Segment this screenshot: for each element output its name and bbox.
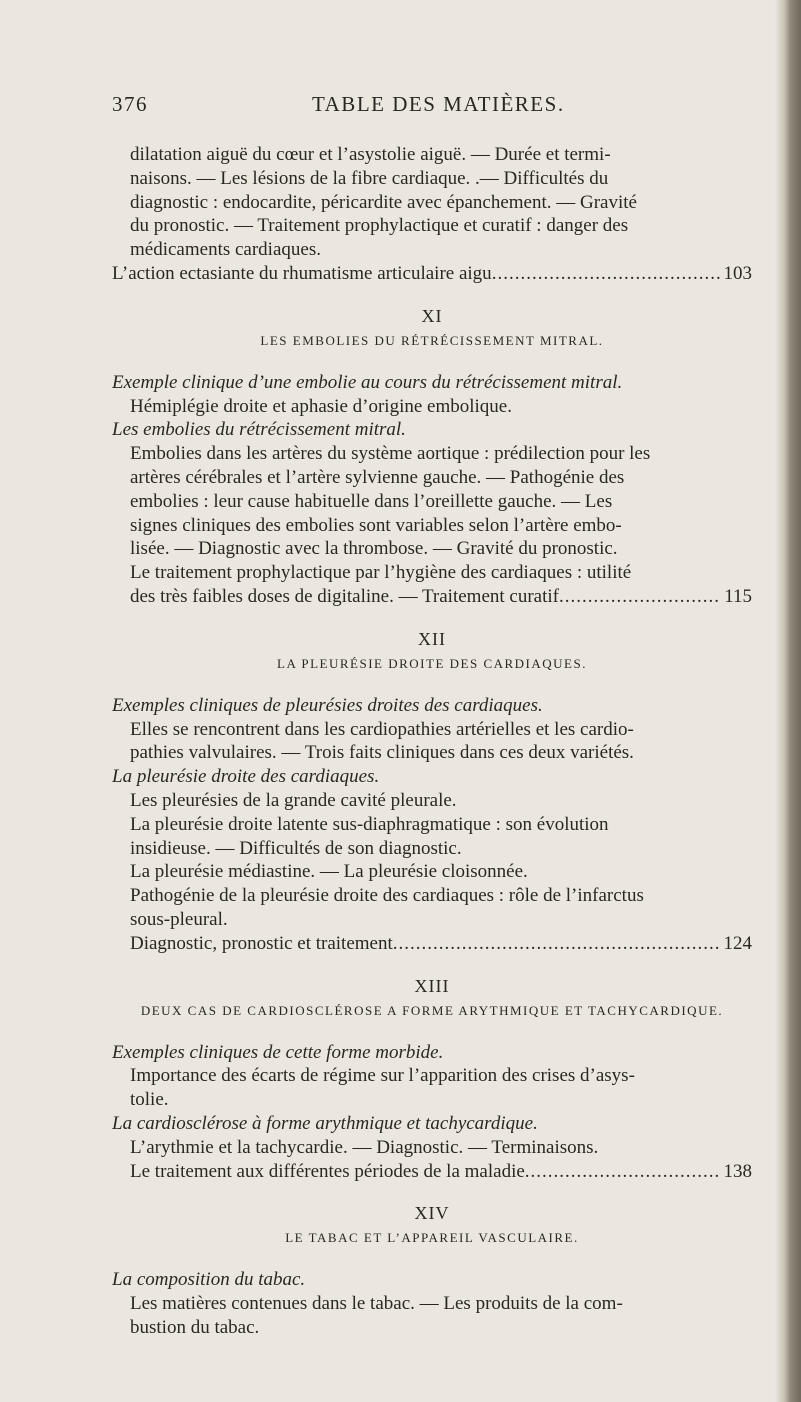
- running-title: TABLE DES MATIÈRES.: [312, 92, 565, 116]
- section-heading: Exemples cliniques de cette forme morbide.: [112, 1041, 444, 1063]
- toc-page-number: 124: [723, 932, 752, 954]
- leader-dots: [559, 585, 720, 609]
- text-line: artères cérébrales et l’artère sylvienne gauche. — Pathogénie des: [130, 466, 625, 488]
- text-line: signes cliniques des embolies sont variables selon l’artère embo-: [130, 514, 622, 536]
- leader-dots: [492, 262, 720, 286]
- text-line: La pleurésie médiastine. — La pleurésie cloisonnée.: [130, 861, 528, 883]
- leader-dots: [525, 1160, 720, 1184]
- text-line: du pronostic. — Traitement prophylactique et curatif : danger des: [130, 215, 629, 237]
- chapter-title: LA PLEURÉSIE DROITE DES CARDIAQUES.: [277, 655, 587, 671]
- chapter-title: DEUX CAS DE CARDIOSCLÉROSE A FORME ARYTHMIQUE ET TACHYCARDIQUE.: [140, 1002, 724, 1018]
- text-line: Embolies dans les artères du système aortique : prédilection pour les: [130, 443, 651, 465]
- text-line: lisée. — Diagnostic avec la thrombose. — Gravité du pronostic.: [130, 538, 618, 560]
- running-header: [112, 92, 752, 122]
- toc-entry-text: L’action ectasiante du rhumatisme articulaire aigu: [112, 262, 492, 284]
- page-edge-shadow: [775, 0, 801, 1402]
- text-line: Les matières contenues dans le tabac. — Les produits de la com-: [130, 1293, 623, 1315]
- toc-page-number: 138: [723, 1160, 752, 1182]
- toc-content: [112, 143, 752, 1340]
- toc-entry: [112, 932, 752, 956]
- text-line: Elles se rencontrent dans les cardiopathies artérielles et les cardio-: [130, 718, 634, 740]
- section-heading: Les embolies du rétrécissement mitral.: [112, 419, 406, 441]
- toc-entry-text: des très faibles doses de digitaline. — Traitement curatif: [130, 585, 559, 607]
- section-heading: Exemple clinique d’une embolie au cours du rétrécissement mitral.: [112, 371, 623, 393]
- text-line: insidieuse. — Difficultés de son diagnostic.: [130, 837, 462, 859]
- section-heading: La composition du tabac.: [112, 1269, 306, 1291]
- toc-entry-text: Diagnostic, pronostic et traitement: [130, 932, 393, 954]
- leader-dots: [393, 932, 720, 956]
- text-line: Importance des écarts de régime sur l’apparition des crises d’asys-: [130, 1065, 635, 1087]
- toc-entry: [112, 585, 752, 609]
- text-line: médicaments cardiaques.: [130, 239, 321, 261]
- section-heading: Exemples cliniques de pleurésies droites des cardiaques.: [112, 694, 543, 716]
- chapter-numeral: XIV: [414, 1203, 450, 1224]
- section-heading: La cardiosclérose à forme arythmique et tachycardique.: [112, 1112, 538, 1134]
- page-number: 376: [112, 92, 148, 116]
- section-heading: La pleurésie droite des cardiaques.: [112, 766, 380, 788]
- toc-entry: [112, 262, 752, 286]
- text-line: Pathogénie de la pleurésie droite des cardiaques : rôle de l’infarctus: [130, 885, 644, 907]
- text-line: tolie.: [130, 1089, 169, 1111]
- toc-entry: [112, 1160, 752, 1184]
- toc-page-number: 115: [724, 585, 752, 607]
- text-line: Le traitement prophylactique par l’hygiène des cardiaques : utilité: [130, 562, 632, 584]
- text-line: pathies valvulaires. — Trois faits cliniques dans ces deux variétés.: [130, 742, 634, 764]
- text-line: sous-pleural.: [130, 908, 228, 930]
- text-line: dilatation aiguë du cœur et l’asystolie aiguë. — Durée et termi-: [130, 144, 611, 165]
- text-line: Hémiplégie droite et aphasie d’origine embolique.: [130, 395, 512, 417]
- text-line: diagnostic : endocardite, péricardite avec épanchement. — Gravité: [130, 191, 637, 213]
- chapter-title: LE TABAC ET L’APPAREIL VASCULAIRE.: [285, 1230, 579, 1246]
- text-line: L’arythmie et la tachycardie. — Diagnostic. — Terminaisons.: [130, 1136, 599, 1158]
- chapter-numeral: XI: [421, 305, 443, 326]
- text-line: La pleurésie droite latente sus-diaphragmatique : son évolution: [130, 813, 609, 835]
- text-line: bustion du tabac.: [130, 1316, 260, 1338]
- toc-page-number: 103: [723, 262, 752, 284]
- chapter-numeral: XIII: [414, 975, 450, 996]
- toc-entry-text: Le traitement aux différentes périodes de la maladie: [130, 1160, 525, 1182]
- text-line: embolies : leur cause habituelle dans l’oreillette gauche. — Les: [130, 490, 613, 512]
- chapter-numeral: XII: [418, 628, 446, 649]
- chapter-title: LES EMBOLIES DU RÉTRÉCISSEMENT MITRAL.: [260, 332, 604, 348]
- text-line: naisons. — Les lésions de la fibre cardiaque. .— Difficultés du: [130, 167, 609, 189]
- text-line: Les pleurésies de la grande cavité pleurale.: [130, 789, 457, 811]
